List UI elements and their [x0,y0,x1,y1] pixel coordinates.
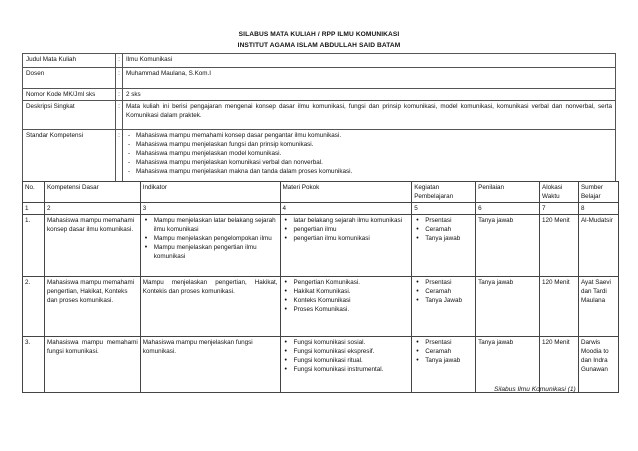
header-kompetensi: Kompetensi Dasar [44,182,140,203]
row-number: 1. [23,215,45,277]
row-sumber: Al-Mudatsir [578,215,618,277]
table-row [23,277,619,337]
row-indicators: Mahasiswa mampu menjelaskan fungsi komunikasi. [140,337,280,393]
course-info-table [22,53,616,182]
row-kegiatan [412,277,476,337]
column-number: 4 [280,203,412,215]
kegiatan-item: • Tanya Jawab [414,296,473,305]
competency-item: - Mahasiswa mampu menjelaskan komunikasi verbal dan nonverbal. [126,158,612,167]
column-number: 2 [44,203,140,215]
row-penilaian: Tanya jawab [476,277,540,337]
row-indicators [140,215,280,277]
row-penilaian: Tanya jawab [476,337,540,393]
competency-item: - Mahasiswa mampu memahami konsep dasar pengantar ilmu komunikasi. [126,131,612,140]
description-label: Deskripsi Singkat [23,101,116,130]
row-number: 2. [23,277,45,337]
lecturer-label: Dosen [23,68,116,89]
header-penilaian: Penilaian [476,182,540,203]
kegiatan-item: • Tanya jawab [414,356,473,365]
row-sumber: Darwis Moodia to dan Indra Gunawan [578,337,618,393]
row-competency: Mahasiswa mampu memahami pengertian, Hakikat, Konteks dan proses komunikasi. [44,277,140,337]
materi-item: • Fungsi komunikasi sosial. [283,338,410,347]
materi-item: • pengertian ilmu komunikasi [283,234,410,243]
kegiatan-item: • Tanya jawab [414,234,473,243]
row-sumber: Ayat Saevi dan Tardi Maulana [578,277,618,337]
course-label: Judul Mata Kuliah [23,54,116,68]
row-competency: Mahasiswa mampu memahami fungsi komunikasi. [44,337,140,393]
header-indikator: Indikator [140,182,280,203]
code-label: Nomor Kode MK/Jml sks [23,89,116,101]
indicator-item: • Mampu menjelaskan latar belakang sejarah ilmu komunikasi [143,216,278,234]
footer-caption: Silabus Ilmu Komunikasi (1) [494,386,576,393]
materi-item: • Hakikat Komunikasi. [283,287,410,296]
row-competency: Mahasiswa mampu memahami konsep dasar ilmu komunikasi. [44,215,140,277]
kegiatan-item: • Prsentasi [414,278,473,287]
materi-item: • pengertian ilmu [283,225,410,234]
table-row [23,337,619,393]
header-sumber: Sumber Belajar [578,182,618,203]
syllabus-table [22,181,619,393]
institution-title: INSTITUT AGAMA ISLAM ABDULLAH SAID BATAM [237,42,401,49]
materi-item: • Fungsi komunikasi instrumental. [283,365,410,374]
row-kegiatan [412,337,476,393]
materi-item: • Proses Komunikasi. [283,305,410,314]
column-number: 5 [412,203,476,215]
materi-item: • latar belakang sejarah ilmu komunikasi [283,216,410,225]
course-value: Ilmu Komunikasi [123,54,616,68]
competency-list-cell [123,130,616,182]
competency-item: - Mahasiswa mampu menjelaskan fungsi dan prinsip komunikasi. [126,140,612,149]
code-value: 2 sks [123,89,616,101]
materi-item: • Konteks Komunikasi [283,296,410,305]
header-no: No. [23,182,45,203]
kegiatan-item: • Prsentasi [414,216,473,225]
row-kegiatan [412,215,476,277]
kegiatan-item: • Prsentasi [414,338,473,347]
row-materi [280,337,412,393]
row-waktu: 120 Menit [540,277,579,337]
competency-item: - Mahasiswa mampu menjelaskan makna dan tanda dalam proses komunikasi. [126,167,612,176]
materi-item: • Fungsi komunikasi ritual. [283,356,410,365]
colon: : [116,68,123,89]
kegiatan-item: • Ceramah [414,225,473,234]
colon: : [116,89,123,101]
row-materi [280,277,412,337]
column-number: 6 [476,203,540,215]
materi-item: • Pengertian Komunikasi. [283,278,410,287]
row-materi [280,215,412,277]
kegiatan-item: • Ceramah [414,347,473,356]
colon: : [116,101,123,130]
lecturer-value: Muhammad Maulana, S.Kom.I [123,68,616,89]
column-number: 8 [578,203,618,215]
header-kegiatan: Kegiatan Pembelajaran [412,182,476,203]
header-alokasi: Alokasi Waktu [540,182,579,203]
kegiatan-item: • Ceramah [414,287,473,296]
column-number: 1 [23,203,45,215]
colon: : [116,130,123,182]
indicator-item: • Mampu menjelaskan pengertian ilmu komunikasi [143,243,278,261]
row-waktu: 120 Menit [540,337,579,393]
header-materi: Materi Pokok [280,182,412,203]
row-indicators: Mampu menjelaskan pengertian, Hakikat, Kontekis dan proses komunikasi. [140,277,280,337]
competency-list [126,131,612,176]
row-waktu: 120 Menit [540,215,579,277]
competency-label: Standar Kompetensi [23,130,116,182]
competency-item: - Mahasiswa mampu menjelaskan model komunikasi. [126,149,612,158]
materi-item: • Fungsi komunikasi ekspresif. [283,347,410,356]
description-value: Mata kuliah ini berisi pengajaran mengenai konsep dasar ilmu komunikasi, fungsi dan prinsip komunikasi, model komunikasi, komunikasi verbal dan nonverbal, serta Komunikasi dalam praktek. [123,101,616,130]
table-row [23,215,619,277]
row-penilaian: Tanya jawab [476,215,540,277]
colon: : [116,54,123,68]
indicator-item: • Mampu menjelaskan pengelompokan ilmu [143,234,278,243]
document-title: SILABUS MATA KULIAH / RPP ILMU KOMUNIKASI [238,31,400,38]
column-number: 7 [540,203,579,215]
row-number: 3. [23,337,45,393]
column-number: 3 [140,203,280,215]
